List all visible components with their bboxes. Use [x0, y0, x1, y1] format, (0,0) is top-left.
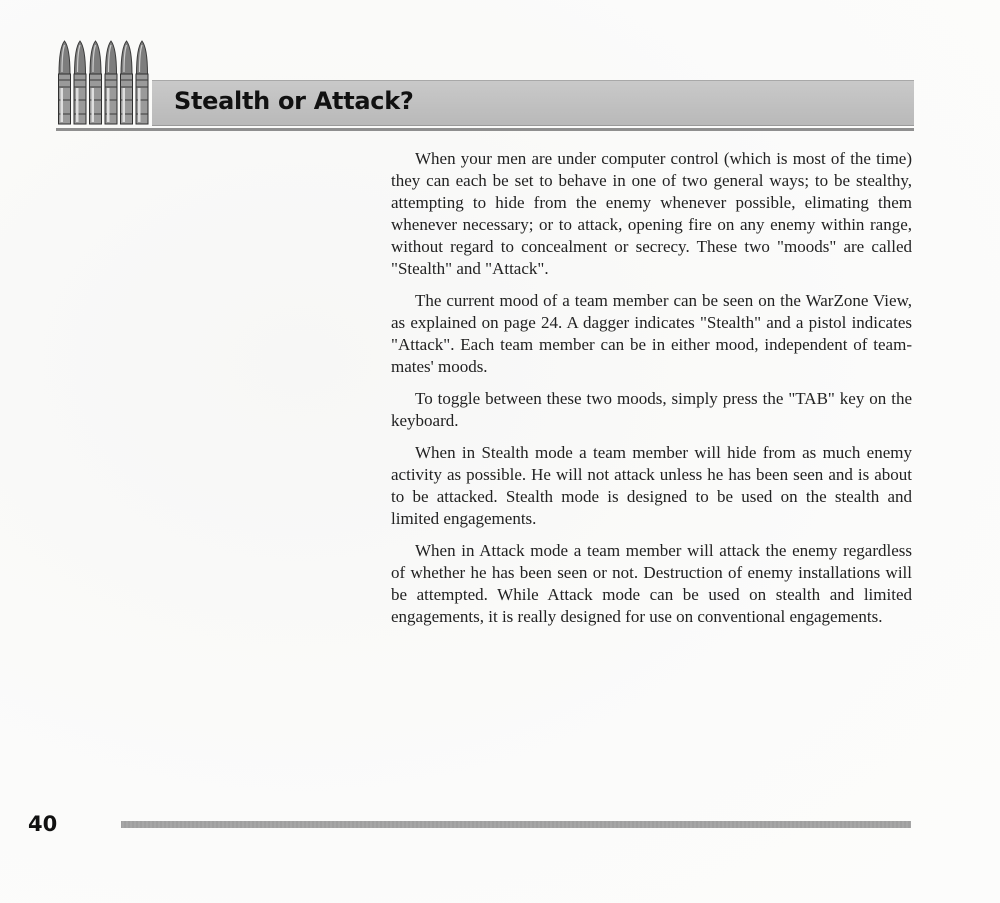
page-number: 40: [28, 812, 58, 836]
bullet-cartridge-icon: [59, 41, 71, 124]
footer-rule: [121, 821, 911, 828]
section-title: Stealth or Attack?: [174, 87, 414, 115]
paragraph: When in Stealth mode a team member will hide from as much enemy activity as possible. He will not attack unless he has been seen and is about to be attacked. Stealth mode is designed to be used on the stealth and limited engagements.: [391, 443, 912, 528]
bullet-cartridge-icon: [90, 41, 102, 124]
paragraph: When in Attack mode a team member will attack the enemy regardless of whether he has been seen or not. Destruction of enemy installations will be attempted. While Attack mode can be used on stealth and limited engagements, it is really designed for use on conventional engagements.: [391, 541, 912, 626]
bullet-cartridge-icon: [121, 41, 133, 124]
bullet-cartridge-icon: [136, 41, 148, 124]
bullet-cartridge-icon: [74, 41, 86, 124]
header-rule: [56, 128, 914, 131]
section-header: [56, 40, 916, 132]
bullet-cartridge-icon: [105, 41, 117, 124]
paragraph: To toggle between these two moods, simply press the "TAB" key on the keyboard.: [391, 389, 912, 430]
body-text: [391, 148, 912, 638]
title-bar: [152, 80, 914, 126]
paragraph: When your men are under computer control (which is most of the time) they can each be set to behave in one of two general ways; to be stealthy, attempting to hide from the enemy whenever possible, elimating them whenever necessary; or to attack, opening fire on any enemy within range, without regard to concealment or secrecy. These two "moods" are called "Stealth" and "Attack".: [391, 149, 912, 278]
ammunition-bullets-icon: [56, 40, 154, 126]
paragraph: The current mood of a team member can be seen on the WarZone View, as explained on page 24. A dagger indicates "Stealth" and a pistol indicates "Attack". Each team member can be in either mood, independent of team-mates' moods.: [391, 291, 912, 376]
